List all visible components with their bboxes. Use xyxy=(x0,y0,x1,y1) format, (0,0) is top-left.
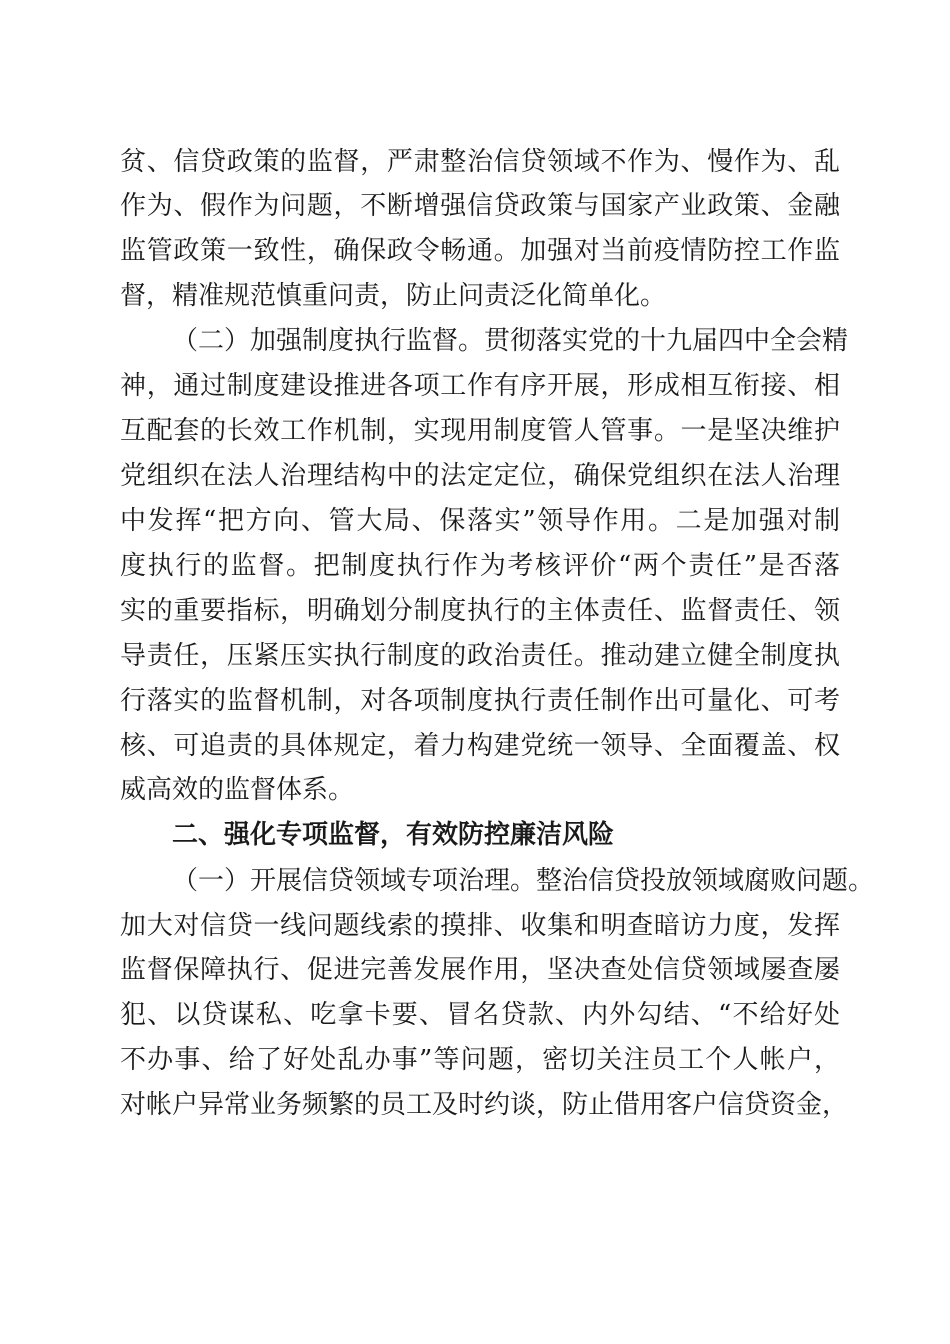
text-line: 监督保障执行、促进完善发展作用，坚决查处信贷领域屡查屡 xyxy=(120,955,840,985)
text-line: 督，精准规范慎重问责，防止问责泛化简单化。 xyxy=(120,281,667,311)
text-line: 犯、以贷谋私、吃拿卡要、冒名贷款、内外勾结、“不给好处 xyxy=(120,1000,840,1030)
subsection-heading-line: （一）开展信贷领域专项治理。整治信贷投放领域腐败问题。 xyxy=(172,866,875,896)
text-line: 党组织在法人治理结构中的法定定位，确保党组织在法人治理 xyxy=(120,461,840,491)
text-line: 中发挥“把方向、管大局、保落实”领导作用。二是加强对制 xyxy=(120,506,840,536)
text-line: 作为、假作为问题，不断增强信贷政策与国家产业政策、金融 xyxy=(120,191,840,221)
text-line: 核、可追责的具体规定，着力构建党统一领导、全面覆盖、权 xyxy=(120,731,840,761)
text-line: 度执行的监督。把制度执行作为考核评价“两个责任”是否落 xyxy=(120,551,840,581)
text-line: 对帐户异常业务频繁的员工及时约谈，防止借用客户信贷资金， xyxy=(120,1090,849,1120)
section-heading: 二、强化专项监督，有效防控廉洁风险 xyxy=(172,820,615,850)
text-line: 导责任，压紧压实执行制度的政治责任。推动建立健全制度执 xyxy=(120,641,840,671)
text-line: 监管政策一致性，确保政令畅通。加强对当前疫情防控工作监 xyxy=(120,236,840,266)
text-line: 行落实的监督机制，对各项制度执行责任制作出可量化、可考 xyxy=(120,686,840,716)
text-line: 不办事、给了好处乱办事”等问题，密切关注员工个人帐户， xyxy=(120,1045,840,1075)
text-line: 加大对信贷一线问题线索的摸排、收集和明查暗访力度，发挥 xyxy=(120,911,840,941)
text-line: 贫、信贷政策的监督，严肃整治信贷领域不作为、慢作为、乱 xyxy=(120,147,840,177)
text-line: 实的重要指标，明确划分制度执行的主体责任、监督责任、领 xyxy=(120,596,840,626)
text-line: 神，通过制度建设推进各项工作有序开展，形成相互衔接、相 xyxy=(120,371,840,401)
text-line: 互配套的长效工作机制，实现用制度管人管事。一是坚决维护 xyxy=(120,416,840,446)
subsection-heading-line: （二）加强制度执行监督。贯彻落实党的十九届四中全会精 xyxy=(172,326,849,356)
text-line: 威高效的监督体系。 xyxy=(120,775,355,805)
